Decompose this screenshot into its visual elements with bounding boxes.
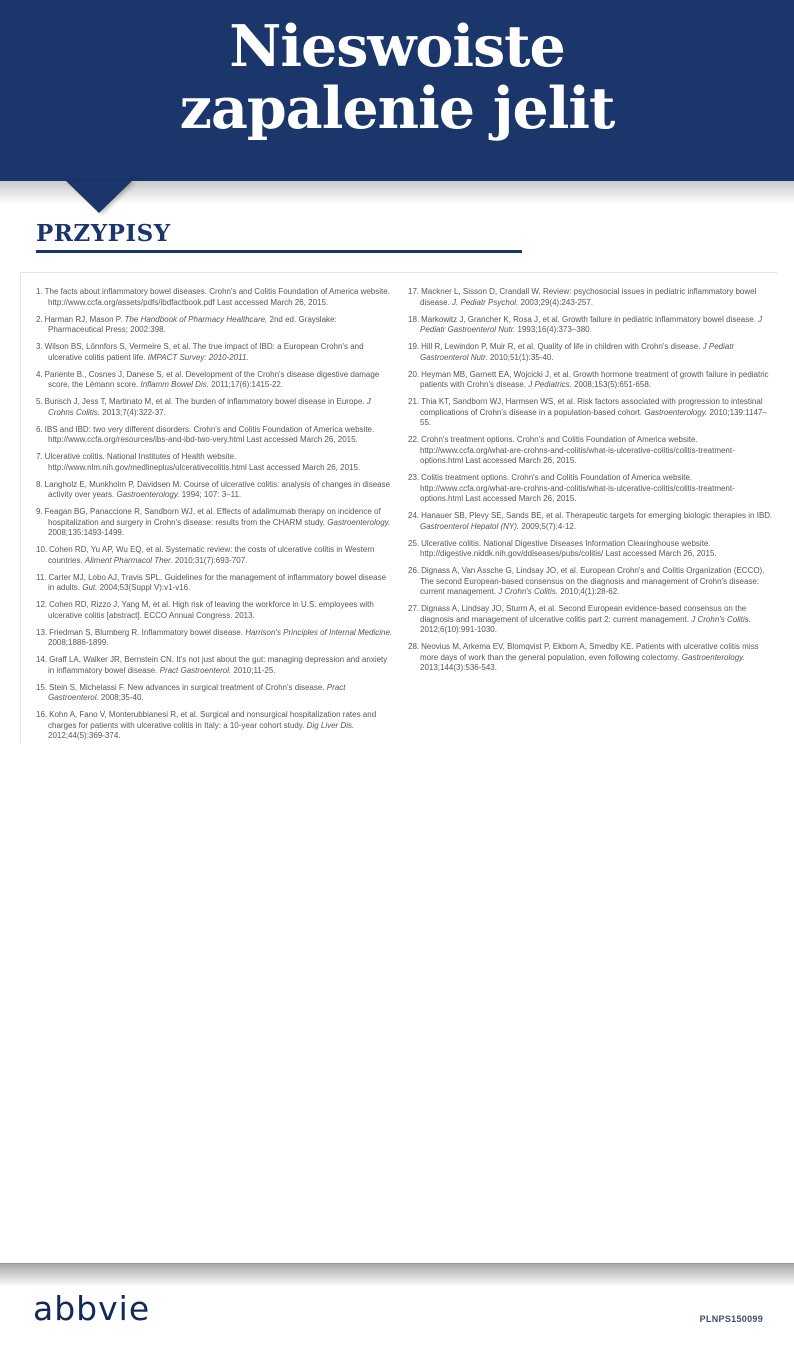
reference-number: 14. — [36, 655, 48, 664]
reference-item — [36, 600, 394, 621]
references-column-right — [408, 287, 775, 748]
reference-text: Graff LA, Walker JR, Bernstein CN. It's not just about the gut: managing depression and anxiety in inflammatory bowel disease. — [48, 655, 388, 675]
reference-journal: Inflamm Bowel Dis. — [140, 380, 209, 389]
reference-item — [36, 370, 394, 391]
reference-number: 21. — [408, 397, 420, 406]
reference-number: 8. — [36, 479, 43, 489]
reference-text: 2013;144(3):536-543. — [420, 663, 497, 672]
reference-number: 13. — [36, 627, 48, 637]
references-columns — [36, 287, 777, 748]
reference-item — [36, 342, 394, 363]
reference-text: 2012;44(5):369-374. — [48, 731, 121, 740]
reference-item — [408, 511, 775, 532]
reference-item — [408, 539, 775, 560]
reference-item — [36, 683, 394, 704]
reference-text: 2009;5(7):4-12. — [519, 521, 577, 531]
reference-text: Heyman MB, Garnett EA, Wojcicki J, et al. Growth hormone treatment of growth failure in pediatric patients with Crohn's disease. — [420, 369, 769, 389]
reference-item — [36, 425, 394, 446]
reference-text: Dignass A, Van Assche G, Lindsay JO, et al. European Crohn's and Colitis Organization (ECCO). The second European-based consensus on the diagnosis and management of Crohn's disease: current management. — [420, 566, 765, 596]
reference-text: Dignass A, Lindsay JO, Sturm A, et al. Second European evidence-based consensus on the diagnosis and management of ulcerative colitis part 2: current management. — [420, 604, 747, 624]
section-heading: PRZYPISY — [36, 220, 171, 247]
reference-text: Cohen RD, Rizzo J, Yang M, et al. High risk of leaving the workforce in U.S. employees with ulcerative colitis [abstract]. ECCO Annual Congress. 2013. — [48, 600, 374, 620]
reference-text: Carter MJ, Lobo AJ, Travis SPL. Guidelines for the management of inflammatory bowel disease in adults. — [48, 572, 387, 592]
reference-text: Harman RJ, Mason P. — [44, 314, 125, 324]
references-box — [20, 272, 777, 743]
page-title-line1: Nieswoiste — [229, 13, 565, 80]
reference-text: 2008;153(5):651-658. — [571, 380, 651, 389]
reference-journal: J Pediatrics. — [528, 380, 572, 389]
reference-item — [408, 397, 775, 429]
reference-text: 1994; 107: 3–11. — [179, 490, 242, 499]
heading-underline — [36, 250, 522, 253]
reference-number: 11. — [36, 572, 47, 582]
reference-text: 2010;4(1):28-62. — [558, 587, 620, 596]
reference-text: 2010;31(7):693-707. — [172, 555, 248, 565]
reference-text: Stein S, Michelassi F. New advances in surgical treatment of Crohn's disease. — [49, 682, 327, 692]
document-code: PLNPS150099 — [699, 1314, 763, 1324]
reference-text: Cohen RD, Yu AP, Wu EQ, et al. Systematic review: the costs of ulcerative colitis in Western countries. — [48, 545, 375, 565]
reference-item — [408, 566, 775, 598]
reference-journal: J Pediatr Gastroenterol Nutr. — [420, 342, 735, 362]
reference-journal: J Crohn's Colitis. — [691, 614, 752, 624]
reference-item — [36, 507, 394, 539]
reference-number: 25. — [408, 538, 420, 548]
reference-text: Kohn A, Fano V, Monterubbianesi R, et al. Surgical and nonsurgical hospitalization rates and charges for patients with ulcerative colitis in Italy: a 10-year cohort study. — [48, 710, 377, 730]
reference-text: Crohn's treatment options. Crohn's and Colitis Foundation of America website. http://www.ccfa.org/what-are-crohns-and-colitis/what-is-ulcerative-colitis/colitis-treatment-options.html Last accessed March 26, 2015. — [420, 435, 735, 465]
reference-journal: Harrison's Principles of Internal Medicine. — [245, 627, 393, 637]
reference-number: 16. — [36, 710, 48, 719]
reference-item — [36, 710, 394, 742]
reference-journal: Gastroenterology. — [327, 517, 391, 527]
reference-number: 3. — [36, 342, 43, 351]
reference-item — [408, 435, 775, 467]
reference-text: IBS and IBD: two very different disorders. Crohn's and Colitis Foundation of America website. http://www.ccfa.org/resources/ibs-and-ibd-two-very.html Last accessed March 26, 2015. — [44, 424, 375, 444]
reference-journal: J Pediatr Gastroenterol Nutr. — [420, 314, 763, 334]
reference-text: 2nd ed. Grayslake: Pharmaceutical Press; 2002:398. — [48, 314, 337, 334]
reference-number: 2. — [36, 314, 43, 324]
reference-text: Ulcerative colitis. National Digestive Diseases Information Clearinghouse website. http://digestive.niddk.nih.gov/ddiseases/pubs/colitis/ Last accessed March 26, 2015. — [420, 538, 717, 558]
reference-text: Mackner L, Sisson D, Crandall W. Review: psychosocial issues in pediatric inflammatory bowel disease. — [420, 287, 757, 307]
reference-number: 7. — [36, 452, 43, 461]
reference-journal: IMPACT Survey: 2010-2011. — [147, 352, 249, 362]
reference-item — [408, 370, 775, 391]
reference-item — [408, 642, 775, 674]
reference-number: 28. — [408, 642, 420, 651]
reference-journal: Dig Liver Dis. — [306, 720, 355, 730]
reference-text: 2010;11-25. — [231, 665, 276, 675]
reference-text: 2003;29(4):243-257. — [518, 297, 594, 307]
reference-text: Markowitz J, Grancher K, Rosa J, et al. Growth failure in pediatric inflammatory bowel disease. — [421, 314, 759, 324]
reference-number: 27. — [408, 604, 420, 613]
reference-item — [408, 473, 775, 505]
reference-item — [36, 655, 394, 676]
reference-item — [36, 287, 394, 308]
reference-text: 2013;7(4):322-37. — [100, 407, 166, 417]
reference-text: Thia KT, Sandborn WJ, Harmsen WS, et al. Risk factors associated with progression to intestinal complications of Crohn's disease in a population-based cohort. — [420, 397, 763, 417]
reference-number: 17. — [408, 287, 420, 296]
reference-number: 4. — [36, 369, 43, 379]
page-title — [0, 0, 794, 140]
reference-journal: Gastroenterology. — [644, 407, 708, 417]
reference-item — [36, 452, 394, 473]
reference-text: Neovius M, Arkema EV, Blomqvist P, Ekbom A, Smedby KE. Patients with ulcerative colitis miss more days of work than the general population, even following colectomy. — [420, 642, 759, 662]
reference-number: 5. — [36, 397, 43, 406]
reference-number: 19. — [408, 342, 420, 351]
reference-item — [36, 397, 394, 418]
reference-number: 10. — [36, 545, 48, 554]
references-column-left — [36, 287, 394, 748]
reference-text: 2012;6(10):991-1030. — [420, 625, 497, 634]
reference-journal: Gastroenterology. — [116, 490, 180, 499]
reference-item — [36, 315, 394, 336]
reference-item — [408, 315, 775, 336]
reference-number: 12. — [36, 600, 48, 609]
reference-text: 2010;51(1):35-40. — [487, 352, 554, 362]
reference-journal: J Crohn's Colitis. — [498, 587, 559, 596]
reference-item — [408, 342, 775, 363]
reference-item — [36, 573, 394, 594]
reference-text: Hanauer SB, Plevy SE, Sands BE, et al. Therapeutic targets for emerging biologic therapies in IBD. — [421, 511, 773, 520]
reference-number: 9. — [36, 507, 43, 516]
reference-text: The facts about inflammatory bowel diseases. Crohn's and Colitis Foundation of America website. http://www.ccfa.org/assets/pdfs/ibdfactbook.pdf Last accessed March 26, 2015. — [44, 287, 390, 307]
reference-text: Colitis treatment options. Crohn's and Colitis Foundation of America website. http://www.ccfa.org/what-are-crohns-and-colitis/what-is-ulcerative-colitis/colitis-treatment-options.html Last accessed March 26, 2015. — [420, 473, 735, 503]
reference-text: Feagan BG, Panaccione R, Sandborn WJ, et al. Effects of adalimumab therapy on incidence of hospitalization and surgery in Crohn's disease: results from the CHARM study. — [44, 507, 381, 527]
reference-number: 6. — [36, 424, 43, 434]
reference-journal: Pract Gastroenterol. — [48, 682, 346, 702]
reference-text: 2010;139:1147–55. — [420, 407, 767, 427]
reference-journal: The Handbook of Pharmacy Healthcare, — [124, 314, 268, 324]
reference-item — [36, 628, 394, 649]
reference-journal: Gastroenterology. — [681, 652, 745, 662]
reference-text: 2008;35-40. — [98, 693, 144, 702]
reference-text: Wilson BS, Lönnfors S, Vermeire S, et al. The true impact of IBD: a European Crohn's and ulcerative colitis patient life. — [44, 342, 364, 362]
reference-journal: Gut. — [82, 583, 98, 592]
footer-drop-shadow — [0, 1263, 794, 1287]
reference-text: 2008;1886-1899. — [48, 638, 109, 647]
reference-number: 26. — [408, 566, 420, 575]
reference-text: 2011;17(6):1415-22. — [208, 380, 284, 389]
reference-text: Friedman S, Blumberg R. Inflammatory bowel disease. — [49, 627, 246, 637]
page-title-line2: zapalenie jelit — [179, 75, 615, 142]
reference-journal: Pract Gastroenterol. — [159, 665, 232, 675]
footer — [0, 1287, 794, 1361]
reference-number: 23. — [408, 473, 420, 482]
reference-number: 20. — [408, 369, 420, 379]
banner-pointer-triangle — [66, 181, 132, 213]
reference-item — [408, 287, 775, 308]
reference-text: Burisch J, Jess T, Martinato M, et al. The burden of inflammatory bowel disease in Europe. — [44, 397, 367, 406]
reference-number: 1. — [36, 287, 43, 296]
reference-journal: Aliment Pharmacol Ther. — [84, 555, 173, 565]
reference-text: 1993;16(4):373–380. — [515, 325, 592, 334]
reference-item — [408, 604, 775, 636]
reference-text: Ulcerative colitis. National Institutes of Health website. http://www.nlm.nih.gov/medlineplus/ulcerativecolitis.html Last accessed March 26, 2015. — [44, 452, 361, 472]
reference-item — [36, 545, 394, 566]
reference-journal: J. Pediatr Psychol. — [452, 297, 519, 307]
reference-item — [36, 480, 394, 501]
reference-text: Hill R, Lewindon P, Muir R, et al. Quality of life in children with Crohn's disease. — [421, 342, 703, 351]
reference-number: 22. — [408, 435, 420, 444]
reference-text: 2004;53(Suppl V):v1-v16. — [97, 583, 191, 592]
reference-number: 18. — [408, 314, 420, 324]
reference-journal: Gastroenterol Hepatol (NY). — [420, 521, 520, 531]
abbvie-logo: abbvie — [33, 1289, 151, 1328]
header-banner — [0, 0, 794, 181]
reference-text: 2008;135:1493-1499. — [48, 528, 125, 537]
reference-number: 15. — [36, 682, 48, 692]
reference-text: Langholz E, Munkholm P, Davidsen M. Course of ulcerative colitis: analysis of changes in disease activity over years. — [44, 479, 391, 499]
reference-number: 24. — [408, 511, 420, 520]
reference-journal: J Crohns Colitis. — [48, 397, 371, 417]
reference-text: Pariente B., Cosnes J, Danese S, et al. Development of the Crohn's disease digestive damage score, the Lémann score. — [44, 369, 380, 389]
